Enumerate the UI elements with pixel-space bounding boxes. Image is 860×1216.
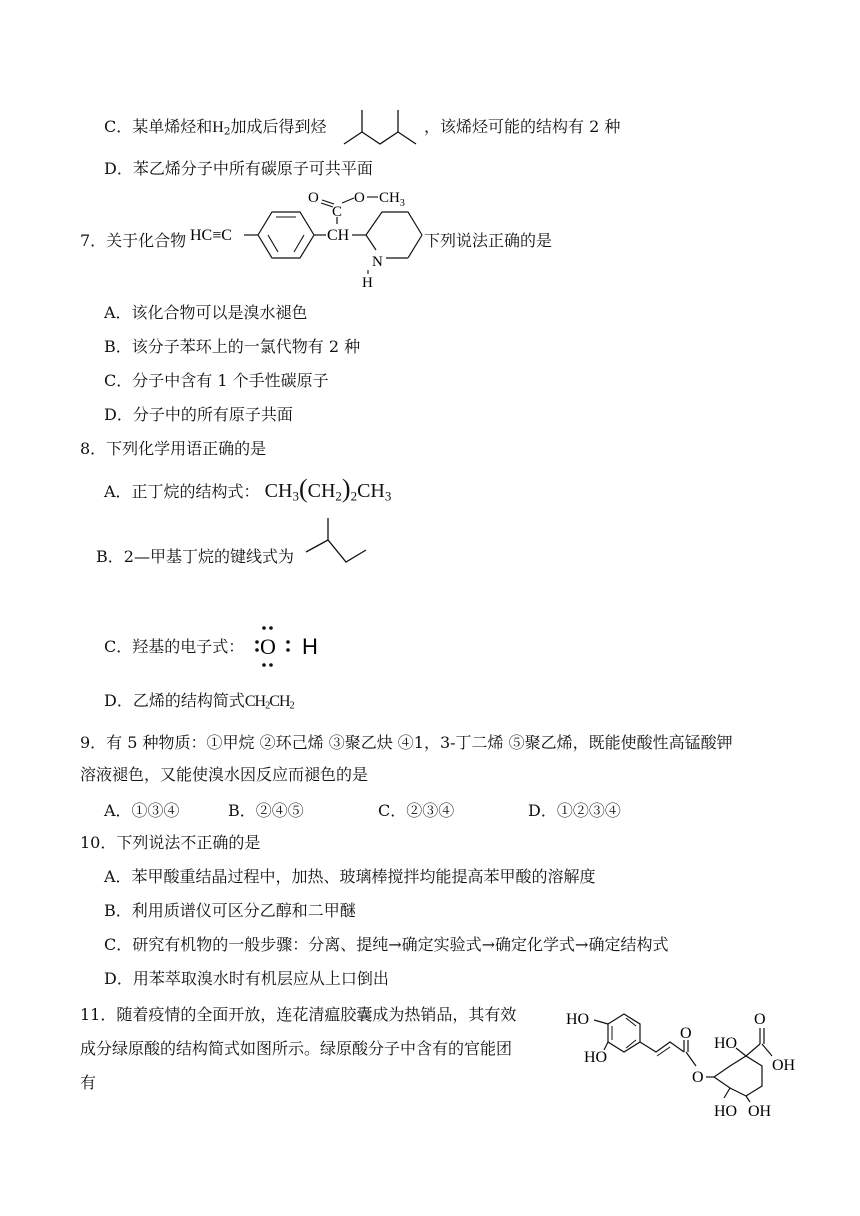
q11-chlorogenic-acid-structure — [564, 1004, 804, 1126]
q11-mol-ho3: HO — [714, 1035, 738, 1052]
q8-option-c-label: C．羟基的电子式： — [104, 637, 245, 656]
q9-option-a: A．①③④ — [104, 801, 180, 820]
q6-c-h: H — [212, 119, 224, 136]
q11-line1: 11．随着疫情的全面开放，连花清瘟胶囊成为热销品，其有效 — [80, 1005, 517, 1024]
q8-hydroxyl-electron-formula — [250, 620, 330, 672]
q9-option-d: D．①②③④ — [528, 801, 621, 820]
q7-option-c: C．分子中含有 1 个手性碳原子 — [104, 371, 329, 390]
q9-option-b: B．②④⑤ — [228, 801, 304, 820]
q7-mol-c: C — [332, 204, 343, 220]
q8-d-formula: $CH_2CH_2$ — [244, 693, 294, 712]
q7-stem-prefix: 7．关于化合物 — [80, 231, 187, 250]
q8-a-label: A．正丁烷的结构式： — [104, 482, 260, 501]
q6-c-h-sub: 2 — [223, 125, 231, 138]
q11-mol-ho4: HO — [714, 1103, 738, 1120]
q8-option-d — [104, 690, 294, 718]
q10-option-a: A．苯甲酸重结晶过程中，加热、玻璃棒搅拌均能提高苯甲酸的溶解度 — [104, 867, 596, 886]
q10-option-b: B．利用质谱仪可区分乙醇和二甲醚 — [104, 901, 356, 920]
q6-hydrocarbon-skeleton — [340, 104, 430, 150]
q6-option-c — [104, 116, 326, 143]
q11-mol-o-link: O — [692, 1069, 704, 1086]
q9-line1: 9．有 5 种物质：①甲烷 ②环己烯 ③聚乙炔 ④1，3-丁二烯 ⑤聚乙烯，既能使酸性高锰酸钾 — [80, 733, 733, 752]
q6-c-suffix: ，该烯烃可能的结构有 2 种 — [424, 117, 621, 136]
q8-2-methylbutane-skeleton — [304, 516, 374, 568]
q7-mol-o2: O — [354, 190, 365, 206]
q8-option-b: B．2—甲基丁烷的键线式为 — [96, 547, 294, 566]
q8-stem: 8．下列化学用语正确的是 — [80, 439, 267, 458]
q11-mol-o-ester: O — [680, 1025, 692, 1042]
q8-d-label: D．乙烯的结构简式 — [104, 691, 245, 710]
q7-compound-structure — [186, 184, 426, 290]
q6-c-prefix: C．某单烯烃和 — [104, 117, 213, 136]
q7-mol-o: O — [308, 190, 319, 206]
q6-option-d: D．苯乙烯分子中所有碳原子可共平面 — [104, 159, 373, 178]
q7-mol-hc: HC≡C — [190, 227, 232, 244]
q7-option-a: A．该化合物可以是溴水褪色 — [104, 303, 308, 322]
q10-option-c: C．研究有机物的一般步骤：分离、提纯→确定实验式→确定化学式→确定结构式 — [104, 935, 669, 954]
q8-option-a — [104, 474, 392, 507]
q9-option-c: C．②③④ — [378, 801, 455, 820]
q11-mol-o-acid: O — [754, 1011, 766, 1028]
q11-mol-oh2: OH — [748, 1103, 772, 1120]
q8-a-formula: $CH_3(CH_2)_2CH_3$ — [264, 474, 392, 504]
q7-mol-n: N — [372, 254, 383, 270]
q11-mol-ho2: HO — [584, 1049, 608, 1066]
q8-c-o: O — [260, 634, 276, 659]
q11-line3: 有 — [80, 1073, 97, 1092]
q7-option-d: D．分子中的所有原子共面 — [104, 405, 293, 424]
q11-mol-ho1: HO — [566, 1011, 590, 1028]
q10-option-d: D．用苯萃取溴水时有机层应从上口倒出 — [104, 969, 389, 988]
q11-mol-oh: OH — [772, 1057, 796, 1074]
q8-c-h: H — [302, 634, 318, 659]
q7-mol-ch: CH — [327, 227, 350, 244]
q11-line2: 成分绿原酸的结构简式如图所示。绿原酸分子中含有的官能团 — [80, 1039, 513, 1058]
q7-option-b: B．该分子苯环上的一氯代物有 2 种 — [104, 337, 361, 356]
q7-mol-h: H — [362, 275, 373, 291]
q6-c-mid: 加成后得到烃 — [230, 117, 327, 136]
q9-line2: 溶液褪色，又能使溴水因反应而褪色的是 — [80, 765, 369, 784]
q10-stem: 10．下列说法不正确的是 — [80, 833, 261, 852]
q7-mol-ch3: $CH_3$ — [379, 190, 405, 209]
q7-stem-suffix: 下列说法正确的是 — [424, 231, 553, 250]
